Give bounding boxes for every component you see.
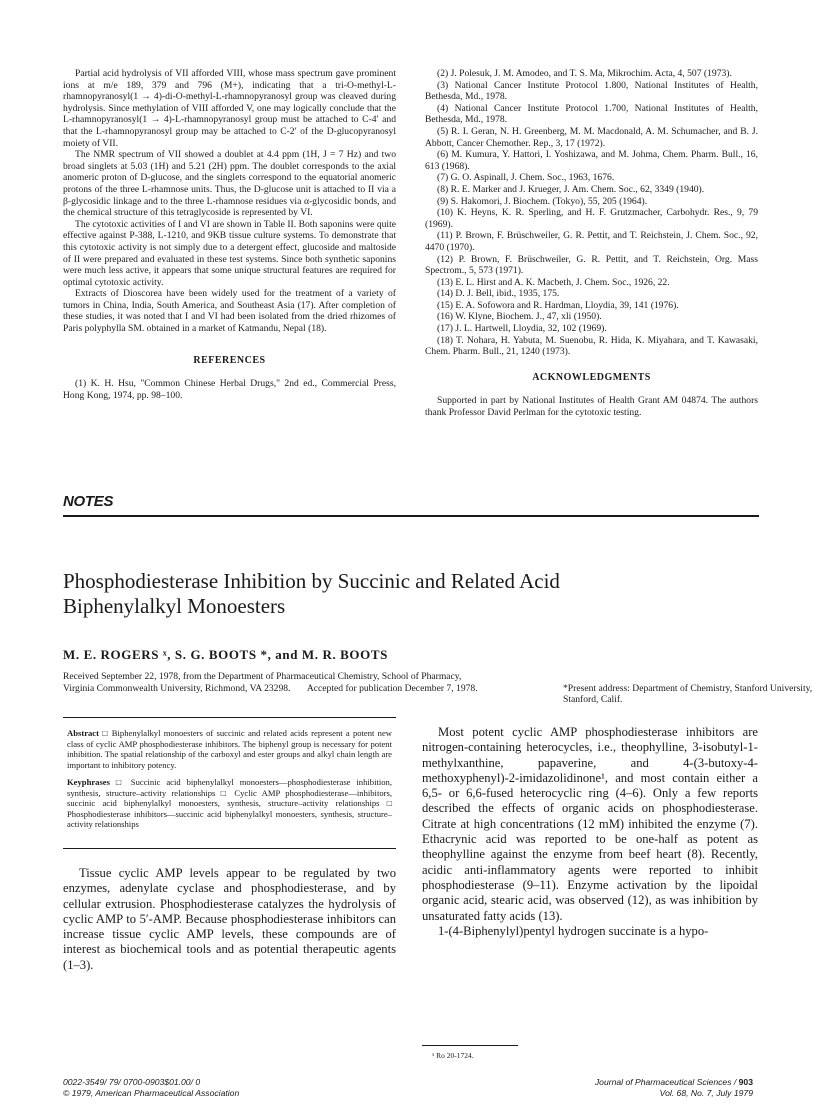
footer-code: 0022-3549/ 79/ 0700-0903$01.00/ 0 <box>63 1077 201 1087</box>
left-column-top <box>63 68 396 401</box>
right-column-references <box>425 68 758 419</box>
notes-label: NOTES <box>63 493 114 510</box>
paragraph: Partial acid hydrolysis of VII afforded VIII, whose mass spectrum gave prominent ions at m/e 189, 379 and 796 (M+), indicating that a tri-O-methyl-L-rhamnopyranosyl(1 → 4)-di-O-methyl-L-rhamnopyranosyl group was cleaved during hydrolysis. Since methylation of VIII afforded V, one may logically conclude that the L-rhamnopyranosyl(1 → 4)-L-rhamnopyranosyl group must be attached to C-4′ and that the L-rhamnopyranosyl group may be attached to C-2′ of the D-glucopyranosyl moiety of VII. <box>63 68 396 149</box>
body-right-column <box>422 725 758 939</box>
reference-item: (14) D. J. Bell, ibid., 1935, 175. <box>437 288 560 300</box>
reference-item: (1) K. H. Hsu, "Common Chinese Herbal Drugs," 2nd ed., Commercial Press, Hong Kong, 1974, pp. 98–100. <box>63 378 396 401</box>
reference-item: (16) W. Klyne, Biochem. J., 47, xli (1950). <box>437 311 602 323</box>
notes-rule <box>63 515 759 517</box>
references-heading: REFERENCES <box>193 354 266 366</box>
reference-item: (15) E. A. Sofowora and R. Hardman, Lloydia, 39, 141 (1976). <box>437 299 679 311</box>
reference-item: (10) K. Heyns, K. R. Sperling, and H. F. Grutzmacher, Carbohydr. Res., 9, 79 (1969). <box>425 207 758 230</box>
received-line: Received September 22, 1978, from the Department of Pharmaceutical Chemistry, School of Pharmacy, Virginia Commonwealth University, Richmond, VA 23298. <box>63 671 462 694</box>
paragraph: The NMR spectrum of VII showed a doublet at 4.4 ppm (1H, J = 7 Hz) and two broad singlets at 5.03 (1H) and 5.21 (2H) ppm. The doublet corresponds to the axial anomeric proton of D-glucose, and the singlets correspond to the equatorial anomeric protons of the three L-rhamnose units. Thus, the D-glucose unit is attached to II via a β-glycosidic linkage and to the three L-rhamnose residues via α-glycosidic bonds, and the chemical structure of this tetraglycoside is represented by VI. <box>63 149 396 219</box>
footer-left <box>63 1077 239 1098</box>
abstract-box <box>63 717 396 849</box>
reference-item: (3) National Cancer Institute Protocol 1.800, National Institutes of Health, Bethesda, Md., 1978. <box>425 79 758 103</box>
article-authors: M. E. ROGERS ˣ, S. G. BOOTS *, and M. R. BOOTS <box>63 647 388 662</box>
acknowledgments-heading: ACKNOWLEDGMENTS <box>532 371 651 383</box>
paragraph: Extracts of Dioscorea have been widely used for the treatment of a variety of tumors in China, India, South America, and Southeast Asia (17). After completion of these studies, it was noted that I and VI had been isolated from the dried rhizomes of Paris polyphylla SM. obtained in a market of Katmandu, Nepal (18). <box>63 288 396 335</box>
present-address: *Present address: Department of Chemistry, Stanford University, Stanford, Calif. <box>563 682 813 706</box>
journal-name: Journal of Pharmaceutical Sciences / <box>594 1077 737 1087</box>
reference-item: (8) R. E. Marker and J. Krueger, J. Am. Chem. Soc., 62, 3349 (1940). <box>437 183 705 195</box>
paragraph: Tissue cyclic AMP levels appear to be regulated by two enzymes, adenylate cyclase and phosphodiesterase, and by cellular extrusion. Phosphodiesterase catalyzes the hydrolysis of cyclic AMP to 5′-AMP. Because phosphodiesterase inhibitors can increase tissue cyclic AMP levels, these compounds are of interest as biochemical tools and as potential therapeutic agents (1–3). <box>63 866 396 972</box>
reference-item: (9) S. Hakomori, J. Biochem. (Tokyo), 55, 205 (1964). <box>437 195 648 207</box>
footnote: ¹ Ro 20-1724. <box>432 1051 474 1060</box>
keyphrases-label: Keyphrases <box>67 777 110 787</box>
journal-volume: Vol. 68, No. 7, July 1979 <box>659 1087 753 1098</box>
reference-item: (2) J. Polesuk, J. M. Amodeo, and T. S. Ma, Mikrochim. Acta, 4, 507 (1973). <box>437 68 732 79</box>
abstract-label: Abstract <box>67 728 99 738</box>
footer-copyright: © 1979, American Pharmaceutical Association <box>63 1087 240 1098</box>
keyphrases <box>67 777 392 830</box>
body-left-column <box>63 866 396 973</box>
footer-right <box>595 1077 753 1098</box>
page-number: 903 <box>738 1077 753 1087</box>
reference-item: (11) P. Brown, F. Brüschweiler, G. R. Pettit, and T. Reichstein, J. Chem. Soc., 92, 4470 (1970). <box>425 230 758 253</box>
acknowledgments-text: Supported in part by National Institutes of Health Grant AM 04874. The authors thank Professor David Perlman for the cytotoxic testing. <box>425 395 758 419</box>
reference-item: (7) G. O. Aspinall, J. Chem. Soc., 1963, 1676. <box>437 172 615 184</box>
reference-item: (17) J. L. Hartwell, Lloydia, 32, 102 (1969). <box>437 323 607 335</box>
paragraph: The cytotoxic activities of I and VI are shown in Table II. Both saponins were quite effective against P-388, L-1210, and 9KB tissue culture systems. To demonstrate that this cytotoxic activity is not simply due to a detergent effect, glucoside and maltoside of II were prepared and evaluated in these test systems. Since both synthetic saponins were much less active, it appears that some unique structural features are required for optimal cytotoxic activity. <box>63 218 396 288</box>
article-title: Phosphodiesterase Inhibition by Succinic and Related Acid Biphenylalkyl Monoesters <box>63 569 560 618</box>
keyphrases-text: □ Succinic acid biphenylalkyl monoesters—phosphodiesterase inhibition, synthesis, structure–activity relationships □ Cyclic AMP phosphodiesterase—inhibitors, succinic acid biphenylalkyl monoesters, synthesis, structure–activity relationships □ Phosphodiesterase inhibitors—succinic acid biphenylalkyl monoesters, synthesis, structure–activity relationships <box>67 777 392 829</box>
received-info <box>63 671 813 706</box>
reference-item: (13) E. L. Hirst and A. K. Macbeth, J. Chem. Soc., 1926, 22. <box>437 276 670 288</box>
reference-item: (12) P. Brown, F. Brüschweiler, G. R. Pettit, and T. Reichstein, Org. Mass Spectrom., 5, 573 (1971). <box>425 253 758 277</box>
paragraph: 1-(4-Biphenylyl)pentyl hydrogen succinate is a hypo- <box>438 923 709 938</box>
reference-item: (6) M. Kumura, Y. Hattori, I. Yoshizawa, and M. Johma, Chem. Pharm. Bull., 16, 613 (1968). <box>425 149 758 172</box>
footnote-rule <box>422 1045 518 1046</box>
reference-item: (18) T. Nohara, H. Yabuta, M. Suenobu, R. Hida, K. Miyahara, and T. Kawasaki, Chem. Pharm. Bull., 21, 1240 (1973). <box>425 334 758 358</box>
abstract-text: □ Biphenylalkyl monoesters of succinic and related acids represent a potent new class of cyclic AMP phosphodiesterase inhibitors. The biphenyl group is necessary for potent inhibition. The spatial relationship of the carboxyl and ester groups and alkyl chain length are important to inhibitory potency. <box>67 728 392 770</box>
paragraph: Most potent cyclic AMP phosphodiesterase inhibitors are nitrogen-containing heterocycles, i.e., theophylline, 3-isobutyl-1-methylxanthine, papaverine, and 4-(3-butoxy-4-methoxyphenyl)-2-imidazolidinone¹, and most contain either a 6,5- or 6,6-fused heterocyclic ring (4–6). Only a few reports described the effects of organic acids on phosphodiesterase. Citrate at high concentrations (12 mM) inhibited the enzyme (7). Ethacrynic acid was reported to be one-half as potent as theophylline against the enzyme from beef heart (8). Recently, acidic anti-inflammatory agents were reported to inhibit phosphodiesterase (9–11). Enzyme activation by the lipoidal organic acid, stearic acid, was observed (12), as was inhibition by unsaturated fatty acids (13). <box>422 725 758 923</box>
reference-item: (4) National Cancer Institute Protocol 1.700, National Institutes of Health, Bethesda, Md., 1978. <box>425 102 758 126</box>
accepted-line: Accepted for publication December 7, 1978. <box>306 682 478 694</box>
reference-item: (5) R. I. Geran, N. H. Greenberg, M. M. Macdonald, A. M. Schumacher, and B. J. Abbott, Cancer Chemother. Rep., 3, 17 (1972). <box>425 125 758 149</box>
abstract <box>67 728 392 770</box>
